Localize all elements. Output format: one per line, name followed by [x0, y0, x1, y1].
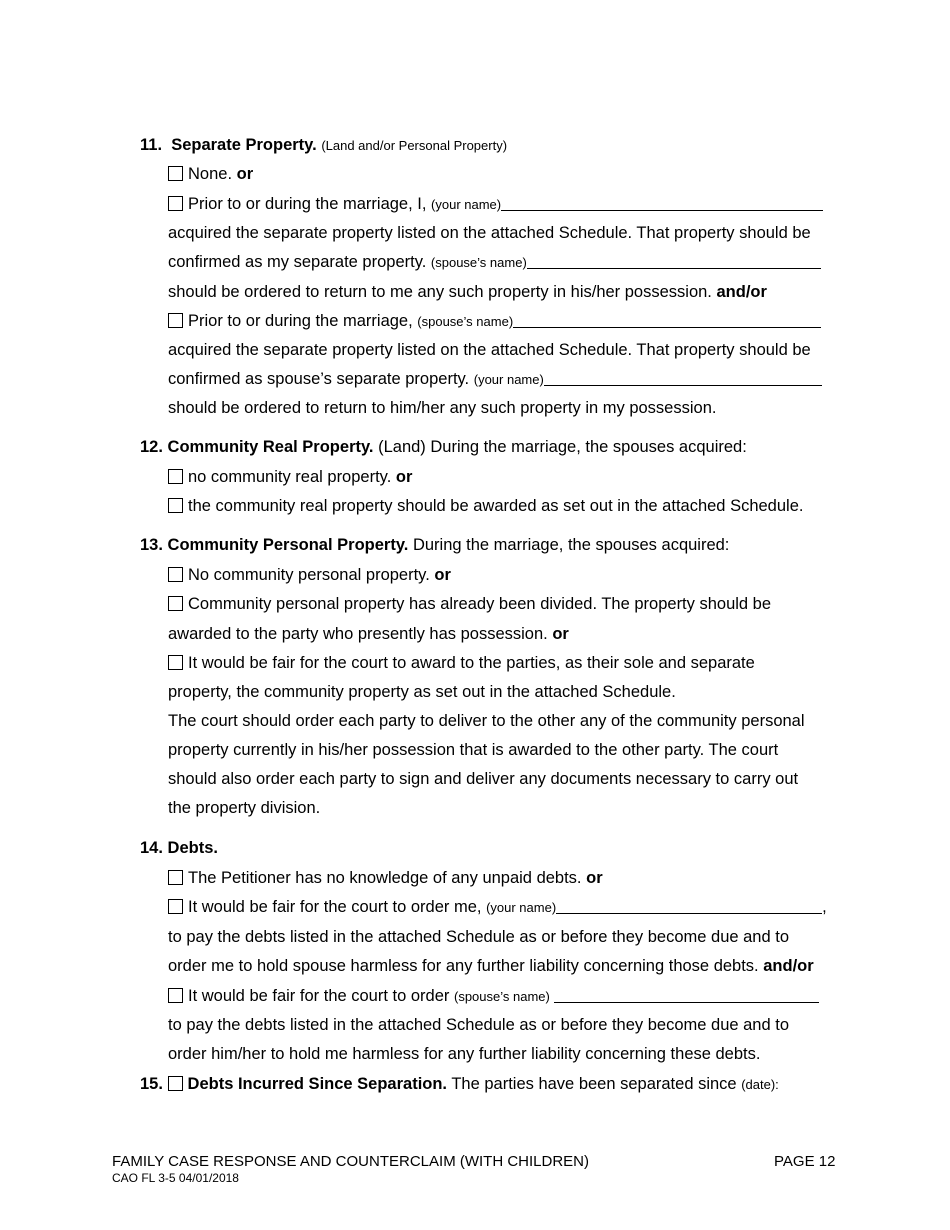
- section-13-heading: [140, 535, 729, 555]
- option-label: Prior to or during the marriage,: [188, 312, 413, 330]
- option-label: the community real property should be awarded as set out in the attached Schedule.: [188, 497, 804, 515]
- checkbox-11-spouse[interactable]: [168, 313, 183, 328]
- section-15-heading: [140, 1074, 779, 1095]
- checkbox-11-self[interactable]: [168, 196, 183, 211]
- option-label: Community personal property has already been divided. The property should be: [188, 595, 772, 613]
- or-label: or: [395, 468, 413, 486]
- option-label: It would be fair for the court to order: [188, 987, 450, 1005]
- text-line: [168, 624, 569, 644]
- line-text: confirmed as spouse’s separate property.: [168, 370, 470, 388]
- and-or-label: and/or: [763, 957, 814, 975]
- section-title: Community Personal Property.: [167, 536, 409, 554]
- text-line: [168, 252, 821, 273]
- checkbox-14-spouse[interactable]: [168, 988, 183, 1003]
- option-label: No community personal property.: [188, 566, 430, 584]
- checkbox-12-none[interactable]: [168, 469, 183, 484]
- text-line: should be ordered to return to him/her any such property in my possession.: [168, 399, 717, 417]
- option-none: [168, 164, 253, 184]
- paragraph-line: The court should order each party to deliver to the other any of the community personal: [168, 712, 805, 730]
- option-label: It would be fair for the court to award to the parties, as their sole and separate: [188, 654, 755, 672]
- text-line: [168, 282, 767, 302]
- your-name-field[interactable]: [556, 898, 822, 914]
- paragraph-line: property currently in his/her possession that is awarded to the other party. The court: [168, 741, 779, 759]
- line-text: awarded to the party who presently has possession.: [168, 625, 548, 643]
- section-title: Community Real Property.: [167, 438, 374, 456]
- checkbox-13-divided[interactable]: [168, 596, 183, 611]
- or-label: or: [434, 566, 451, 584]
- option-no-real-property: [168, 467, 412, 487]
- line-text: confirmed as my separate property.: [168, 253, 427, 271]
- spouse-name-field[interactable]: [527, 253, 821, 269]
- text-line: order him/her to hold me harmless for any further liability concerning these debts.: [168, 1045, 761, 1063]
- checkbox-12-award[interactable]: [168, 498, 183, 513]
- option-label: The Petitioner has no knowledge of any unpaid debts.: [188, 869, 582, 887]
- option-self-separate: [168, 194, 823, 215]
- section-text: During the marriage, the spouses acquired:: [412, 536, 730, 554]
- field-hint: (spouse’s name): [430, 255, 527, 270]
- your-name-field[interactable]: [544, 370, 822, 386]
- text-line: [168, 369, 822, 390]
- checkbox-14-me[interactable]: [168, 899, 183, 914]
- checkbox-15[interactable]: [168, 1076, 183, 1091]
- text-line: property, the community property as set out in the attached Schedule.: [168, 683, 676, 701]
- checkbox-13-award[interactable]: [168, 655, 183, 670]
- comma: ,: [822, 898, 827, 916]
- section-text: The parties have been separated since: [451, 1075, 737, 1093]
- page-number: PAGE 12: [774, 1153, 836, 1170]
- option-order-me: [168, 897, 827, 918]
- option-order-spouse: [168, 986, 819, 1007]
- option-label: Prior to or during the marriage, I,: [188, 195, 427, 213]
- spouse-name-field[interactable]: [513, 312, 821, 328]
- option-no-personal-property: [168, 565, 451, 585]
- spouse-name-field[interactable]: [554, 987, 819, 1003]
- option-fair-award: [168, 653, 755, 673]
- text-line: acquired the separate property listed on the attached Schedule. That property should be: [168, 341, 811, 359]
- checkbox-11-none[interactable]: [168, 166, 183, 181]
- form-code: CAO FL 3-5 04/01/2018: [112, 1171, 239, 1185]
- section-title: Debts.: [167, 839, 218, 857]
- line-text: should be ordered to return to me any such property in his/her possession.: [168, 283, 712, 301]
- section-14-heading: [140, 838, 218, 858]
- line-text: order me to hold spouse harmless for any further liability concerning those debts.: [168, 957, 759, 975]
- and-or-label: and/or: [716, 283, 767, 301]
- section-title: Debts Incurred Since Separation.: [187, 1075, 448, 1093]
- field-hint: (your name): [431, 197, 502, 212]
- field-hint: (spouse’s name): [453, 989, 550, 1004]
- or-label: or: [552, 625, 569, 643]
- option-already-divided: [168, 594, 771, 614]
- text-line: to pay the debts listed in the attached Schedule as or before they become due and to: [168, 928, 790, 946]
- your-name-field[interactable]: [501, 195, 823, 211]
- form-title: FAMILY CASE RESPONSE AND COUNTERCLAIM (WITH CHILDREN): [112, 1153, 590, 1170]
- section-number: 15.: [140, 1075, 163, 1093]
- option-label: It would be fair for the court to order me,: [188, 898, 482, 916]
- text-line: acquired the separate property listed on the attached Schedule. That property should be: [168, 224, 811, 242]
- section-11-heading: [140, 135, 507, 156]
- text-line: [168, 956, 814, 976]
- option-no-debts-knowledge: [168, 868, 603, 888]
- paragraph-line: the property division.: [168, 799, 321, 817]
- option-spouse-separate: [168, 311, 821, 332]
- section-number: 14.: [140, 839, 163, 857]
- or-label: or: [236, 165, 254, 183]
- section-text: (Land) During the marriage, the spouses acquired:: [378, 438, 747, 456]
- field-hint: (spouse’s name): [417, 314, 514, 329]
- paragraph-line: should also order each party to sign and deliver any documents necessary to carry out: [168, 770, 799, 788]
- field-hint: (date):: [741, 1077, 779, 1092]
- option-award-real-property: [168, 496, 803, 516]
- section-number: 11.: [140, 136, 163, 154]
- section-subtitle: (Land and/or Personal Property): [321, 138, 508, 153]
- field-hint: (your name): [486, 900, 557, 915]
- checkbox-13-none[interactable]: [168, 567, 183, 582]
- section-number: 13.: [140, 536, 163, 554]
- text-line: to pay the debts listed in the attached Schedule as or before they become due and to: [168, 1016, 790, 1034]
- checkbox-14-none[interactable]: [168, 870, 183, 885]
- section-12-heading: [140, 437, 747, 457]
- option-label: None.: [188, 165, 233, 183]
- option-label: no community real property.: [188, 468, 392, 486]
- section-number: 12.: [140, 438, 163, 456]
- or-label: or: [586, 869, 603, 887]
- field-hint: (your name): [473, 372, 544, 387]
- section-title: Separate Property.: [171, 136, 317, 154]
